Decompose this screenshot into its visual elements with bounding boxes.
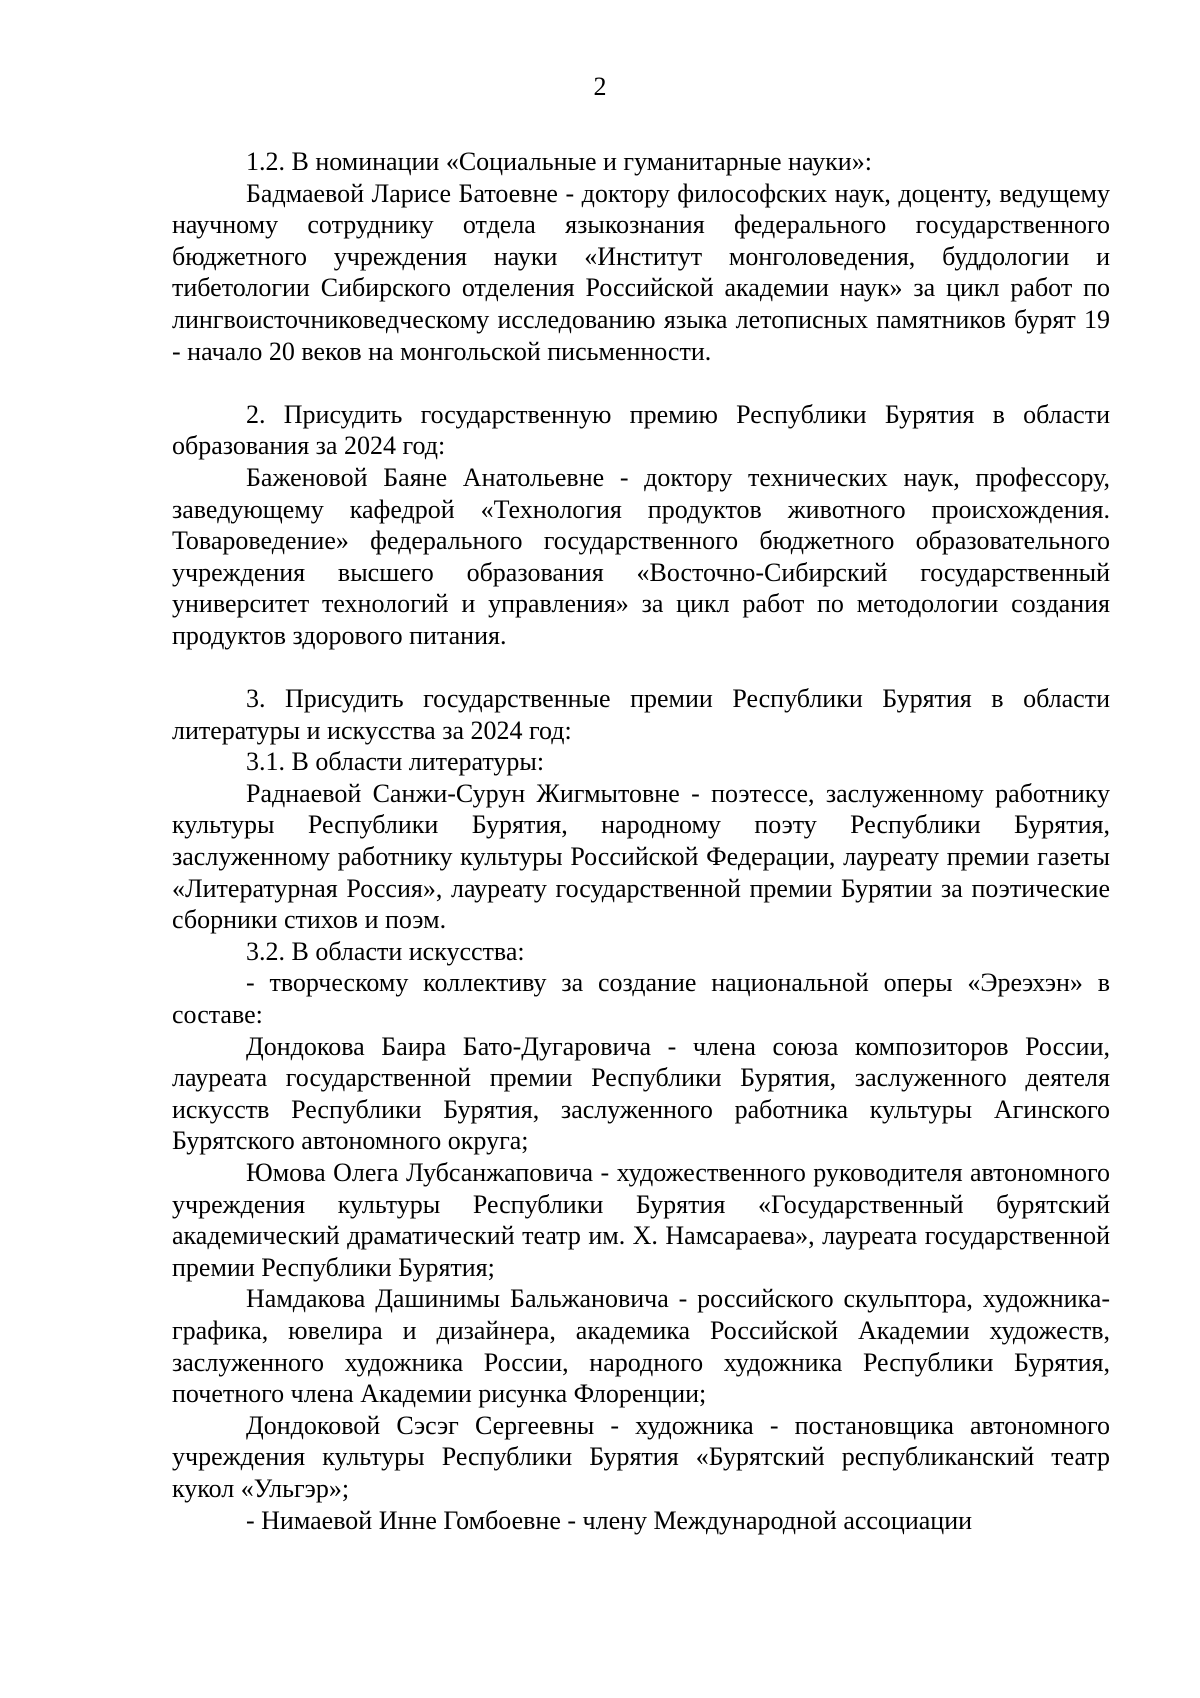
paragraph-literature-heading: 3.1. В области литературы: <box>246 747 545 777</box>
paragraph-radnaeva: Раднаевой Санжи-Сурун Жигмытовне - поэтессе, заслуженному работнику культуры Республики Бурятия, народному поэту Республики Бурятия, заслуженному работнику культуры Российской Федерации, лауреату премии газеты «Литературная Россия», лауреату государственной премии Бурятии за поэтические сборники стихов и поэм. <box>172 778 1110 935</box>
paragraph-nimaeva: - Нимаевой Инне Гомбоевне - члену Международной ассоциации <box>246 1505 973 1535</box>
document-body <box>172 146 1110 1536</box>
page-number: 2 <box>593 72 607 101</box>
paragraph-yumov: Юмова Олега Лубсанжаповича - художественного руководителя автономного учреждения культуры Республики Бурятия «Государственный бурятский академический драматический театр им. Х. Намсараева», лауреата государственной премии Республики Бурятия; <box>172 1158 1110 1282</box>
paragraph-namdakov: Намдакова Дашинимы Бальжановича - российского скульптора, художника-графика, ювелира и дизайнера, академика Российской Академии художеств, заслуженного художника России, народного художника Республики Бурятия, почетного члена Академии рисунка Флоренции; <box>172 1284 1110 1409</box>
paragraph-literature-arts-prize: 3. Присудить государственные премии Республики Бурятия в области литературы и искусства за 2024 год: <box>172 684 1110 745</box>
paragraph-dondokov: Дондокова Баира Бато-Дугаровича - члена союза композиторов России, лауреата государственной премии Республики Бурятия, заслуженного деятеля искусств Республики Бурятия, заслуженного работника культуры Агинского Бурятского автономного округа; <box>172 1031 1110 1156</box>
paragraph-opera-collective: - творческому коллективу за создание национальной оперы «Эреэхэн» в составе: <box>172 968 1110 1030</box>
paragraph-badmaeva: Бадмаевой Ларисе Батоевне - доктору философских наук, доценту, ведущему научному сотруднику отдела языкознания федерального государственного бюджетного учреждения науки «Институт монголоведения, буддологии и тибетологии Сибирского отделения Российской академии наук» за цикл работ по лингвоисточниковедческому исследованию языка летописных памятников бурят 19 - начало 20 веков на монгольской письменности. <box>172 178 1110 366</box>
paragraph-education-prize: 2. Присудить государственную премию Республики Бурятия в области образования за 2024 год: <box>172 399 1110 461</box>
paragraph-bazhenova: Баженовой Баяне Анатольевне - доктору технических наук, профессору, заведующему кафедрой «Технология продуктов животного происхождения. Товароведение» федерального государственного бюджетного образовательного учреждения высшего образования «Восточно-Сибирский государственный университет технологий и управления» за цикл работ по методологии создания продуктов здорового питания. <box>172 462 1110 650</box>
paragraph-nomination-social-sciences: 1.2. В номинации «Социальные и гуманитарные науки»: <box>246 147 872 176</box>
paragraph-arts-heading: 3.2. В области искусства: <box>246 936 525 966</box>
paragraph-dondokova: Дондоковой Сэсэг Сергеевны - художника - постановщика автономного учреждения культуры Республики Бурятия «Бурятский республиканский театр кукол «Ульгэр»; <box>172 1410 1110 1503</box>
